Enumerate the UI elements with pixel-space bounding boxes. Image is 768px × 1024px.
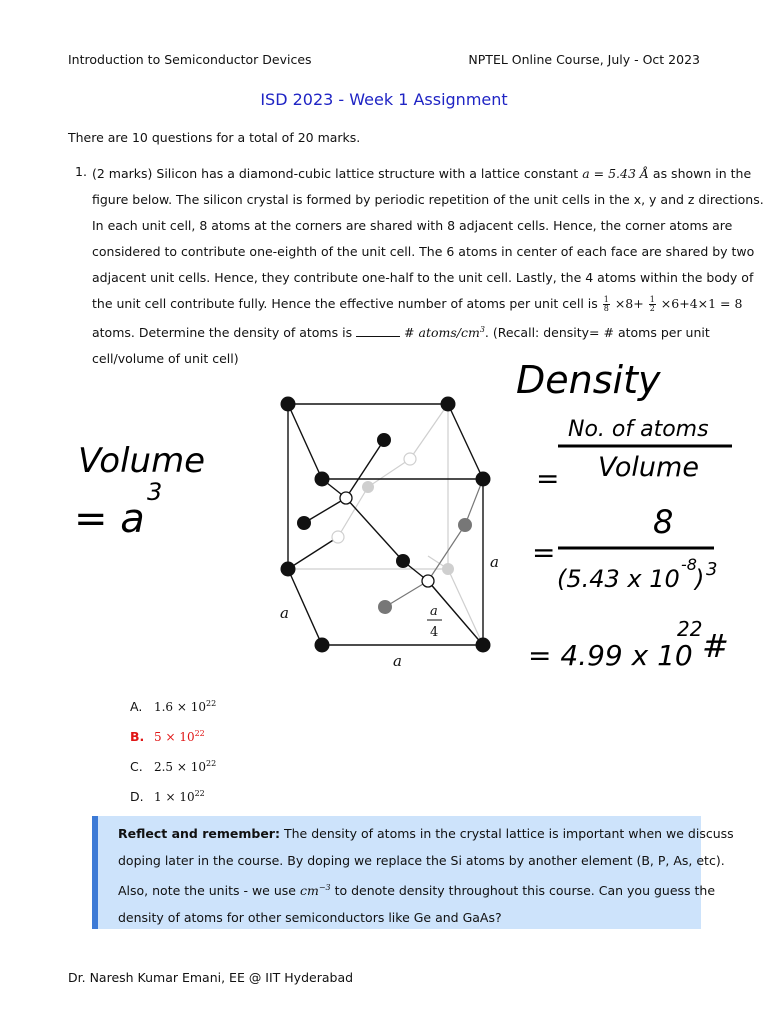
question-line: In each unit cell, 8 atoms at the corners are shared with 8 adjacent cells. Hence, the corner atoms are <box>92 218 733 233</box>
question-line: considered to contribute one-eighth of the unit cell. The 6 atoms in center of each face are shared by two <box>92 244 755 259</box>
hw-den-close: ) <box>695 565 705 593</box>
fraction-one-half: $\frac{1}{2}$ <box>649 295 655 313</box>
option-label: D. <box>130 789 144 804</box>
option-d[interactable] <box>130 784 216 814</box>
hw-density: Density <box>516 358 661 402</box>
header-course-name: Introduction to Semiconductor Devices <box>68 52 312 67</box>
hw-eq1: = <box>536 462 560 495</box>
reflect-callout <box>92 816 734 929</box>
question-number: 1. <box>75 164 87 179</box>
unit-cm-inverse-cubed: $cm^{-3}$ <box>299 883 331 899</box>
density-unit: # atoms/$cm^3$ <box>404 325 485 341</box>
callout-line: density of atoms for other semiconductors like Ge and GaAs? <box>118 910 502 926</box>
answer-blank <box>356 324 400 337</box>
lattice-constant: a = 5.43 Å <box>582 166 649 181</box>
question-line: adjacent unit cells. Hence, they contribute one-half to the unit cell. Lastly, the 4 atoms within the body of <box>92 270 754 285</box>
option-value: $1 \times 10^{22}$ <box>153 789 205 804</box>
math-expression: ×8+ <box>614 296 644 311</box>
option-c[interactable] <box>130 754 216 784</box>
label-a-right: a <box>490 553 499 571</box>
hw-result-exp: 22 <box>677 617 703 641</box>
question-text: atoms. Determine the density of atoms is <box>92 325 353 341</box>
question-text: the unit cell contribute fully. Hence the effective number of atoms per unit cell is <box>92 296 598 311</box>
callout-line: doping later in the course. By doping we replace the Si atoms by another element (B, P, As, etc). <box>118 853 725 868</box>
question-text: . (Recall: density= # atoms per unit <box>484 325 710 341</box>
answer-options <box>130 694 216 814</box>
callout-text: to denote density throughout this course. Can you guess the <box>334 883 716 899</box>
option-value: $1.6 \times 10^{22}$ <box>153 699 217 714</box>
hw-result-hash: # <box>702 627 729 665</box>
hw-volume: Volume <box>78 441 206 481</box>
math-expression: ×6+4×1 = 8 <box>660 296 743 311</box>
option-label: C. <box>130 759 143 774</box>
option-label: B. <box>130 729 145 744</box>
question-line: cell/volume of unit cell) <box>92 351 239 367</box>
fraction-one-eighth: $\frac{1}{8}$ <box>603 295 609 313</box>
hw-result: = 4.99 x 10 <box>528 639 693 672</box>
label-a-bottom: a <box>393 652 402 670</box>
question-text: (2 marks) Silicon has a diamond-cubic lattice structure with a lattice constant <box>92 166 579 181</box>
question-line <box>92 291 743 317</box>
label-a4-num: a <box>430 604 438 619</box>
question-line <box>92 317 710 346</box>
label-a4-den: 4 <box>430 625 439 640</box>
hw-eq2: = <box>532 536 556 569</box>
question-body <box>92 161 764 372</box>
question-line <box>92 161 752 187</box>
option-label: A. <box>130 699 143 714</box>
page-title: ISD 2023 - Week 1 Assignment <box>260 90 508 109</box>
option-value: $2.5 \times 10^{22}$ <box>153 759 217 774</box>
hw-den-pow: 3 <box>706 559 718 580</box>
callout-line <box>118 820 734 847</box>
hw-denominator: (5.43 x 10 <box>557 565 680 593</box>
option-a[interactable] <box>130 694 216 724</box>
option-value: $5 \times 10^{22}$ <box>153 729 205 744</box>
footer-author: Dr. Naresh Kumar Emani, EE @ IIT Hyderabad <box>68 970 354 985</box>
hw-den-exp: -8 <box>681 555 697 574</box>
hw-no-of-atoms: No. of atoms <box>568 417 709 442</box>
question-line: figure below. The silicon crystal is formed by periodic repetition of the unit cells in the x, y and z directions. <box>92 192 764 207</box>
callout-text: Also, note the units - we use <box>118 883 296 899</box>
question-text: as shown in the <box>652 166 752 181</box>
option-b[interactable] <box>130 724 216 754</box>
hw-a-exp: 3 <box>147 478 163 506</box>
header-course-term: NPTEL Online Course, July - Oct 2023 <box>468 52 700 67</box>
intro-text: There are 10 questions for a total of 20 marks. <box>68 130 361 145</box>
hw-eq-a: = a <box>74 496 145 542</box>
hw-volume2: Volume <box>598 452 699 483</box>
handwritten-notes <box>60 355 740 680</box>
label-a-left: a <box>280 604 289 622</box>
callout-heading: Reflect and remember: <box>118 826 280 841</box>
callout-line <box>118 874 716 904</box>
callout-text: The density of atoms in the crystal lattice is important when we discuss <box>283 826 734 841</box>
hw-eight: 8 <box>653 503 674 541</box>
